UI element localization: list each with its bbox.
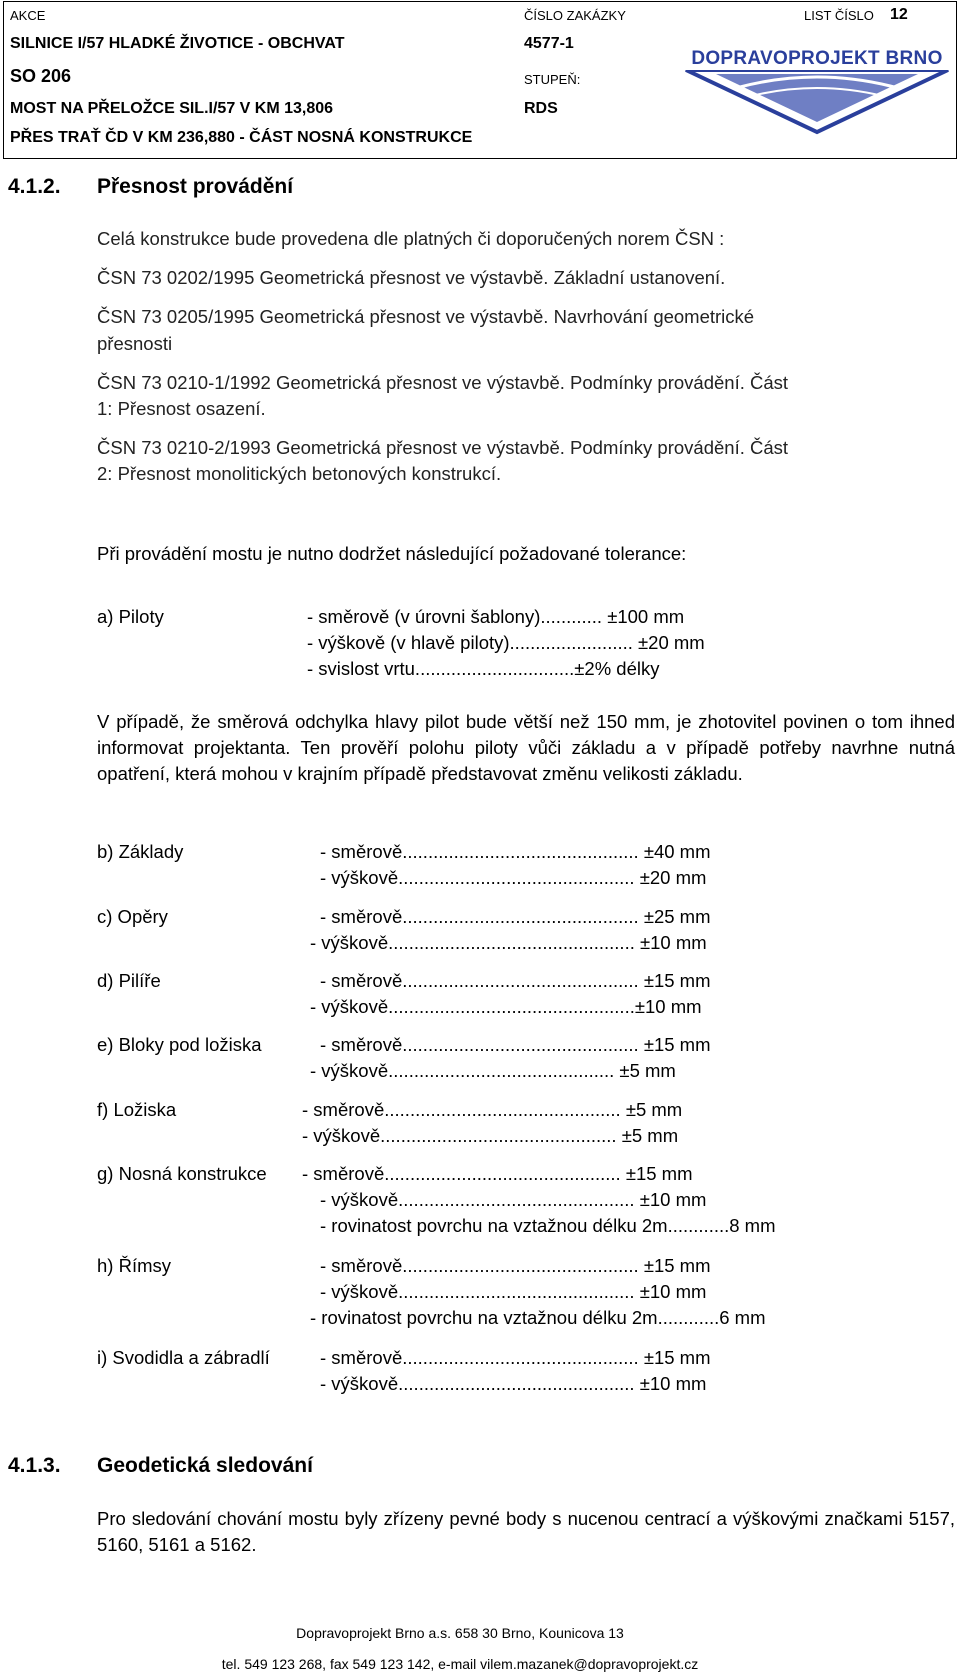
tolerance-category-label: c) Opěry xyxy=(97,906,168,927)
geodetic-paragraph: Pro sledování chování mostu byly zřízeny pevné body s nucenou centrací a výškovými značkami 5157, 5160, 5161 a 5162. xyxy=(97,1508,955,1555)
list-label: LIST ČÍSLO xyxy=(804,8,874,23)
piloty-label: a) Piloty xyxy=(97,606,164,627)
tolerance-category-label: g) Nosná konstrukce xyxy=(97,1163,267,1184)
tolerance-line: - směrově.............................................. ±5 mm xyxy=(302,1099,683,1120)
tolerance-category-label: b) Základy xyxy=(97,841,184,862)
stupen-value: RDS xyxy=(524,100,558,117)
norm-0205-line2: přesnosti xyxy=(97,333,173,354)
tolerance-category-label: i) Svodidla a zábradlí xyxy=(97,1347,270,1368)
norm-0210-1-line1: ČSN 73 0210-1/1992 Geometrická přesnost ve výstavbě. Podmínky provádění. Část xyxy=(97,372,789,393)
logo-bridge-graphic xyxy=(676,70,958,140)
tolerance-line: - výškově.............................................. ±10 mm xyxy=(320,1189,707,1210)
bridge-subtitle: PŘES TRAŤ ČD V KM 236,880 - ČÁST NOSNÁ KONSTRUKCE xyxy=(10,129,473,146)
tolerance-line: - směrově.............................................. ±40 mm xyxy=(320,841,711,862)
tolerance-line: - výškově.............................................. ±10 mm xyxy=(320,1373,707,1394)
tolerance-line: - směrově.............................................. ±15 mm xyxy=(320,1034,711,1055)
piloty-tolerance-3: - svislost vrtu...............................±2% délky xyxy=(307,658,660,679)
tolerance-line: - směrově.............................................. ±15 mm xyxy=(320,970,711,991)
tolerance-line: - směrově.............................................. ±15 mm xyxy=(302,1163,693,1184)
tolerance-intro: Při provádění mostu je nutno dodržet následující požadované tolerance: xyxy=(97,543,687,564)
logo-text: DOPRAVOPROJEKT BRNO xyxy=(691,48,943,69)
footer-address: Dopravoprojekt Brno a.s. 658 30 Brno, Kounicova 13 xyxy=(296,1625,624,1641)
section-number-413: 4.1.3. xyxy=(8,1454,61,1477)
norm-0210-1-line2: 1: Přesnost osazení. xyxy=(97,398,266,419)
tolerance-line: - směrově.............................................. ±15 mm xyxy=(320,1347,711,1368)
bridge-title: MOST NA PŘELOŽCE SIL.I/57 V KM 13,806 xyxy=(10,100,334,117)
project-title: SILNICE I/57 HLADKÉ ŽIVOTICE - OBCHVAT xyxy=(10,35,345,52)
norms-intro: Celá konstrukce bude provedena dle platných či doporučených norem ČSN : xyxy=(97,228,725,249)
tolerance-line: - výškově.............................................. ±10 mm xyxy=(320,1281,707,1302)
norm-0210-2-line1: ČSN 73 0210-2/1993 Geometrická přesnost ve výstavbě. Podmínky provádění. Část xyxy=(97,437,789,458)
list-number: 12 xyxy=(890,6,908,23)
footer-contact: tel. 549 123 268, fax 549 123 142, e-mail vilem.mazanek@dopravoprojekt.cz xyxy=(221,1656,699,1672)
tolerance-line: - rovinatost povrchu na vztažnou délku 2m............6 mm xyxy=(310,1307,766,1328)
tolerance-category-label: f) Ložiska xyxy=(97,1099,177,1120)
piloty-paragraph: V případě, že směrová odchylka hlavy pilot bude větší než 150 mm, je zhotovitel povinen o tom ihned informovat projektanta. Ten prověří polohu piloty vůči základu a v případě potřeby navrhne nutná opatření, která mohou v krajním případě představovat změnu velikosti základu. xyxy=(97,711,955,784)
tolerance-line: - výškově.............................................. ±5 mm xyxy=(302,1125,679,1146)
tolerance-category-label: h) Římsy xyxy=(97,1255,171,1276)
tolerance-line: - výškově................................................±10 mm xyxy=(310,996,702,1017)
zakazka-value: 4577-1 xyxy=(524,35,574,52)
tolerance-line: - směrově.............................................. ±25 mm xyxy=(320,906,711,927)
tolerance-category-label: d) Pilíře xyxy=(97,970,161,991)
akce-label: AKCE xyxy=(10,8,46,23)
section-title-412: Přesnost provádění xyxy=(97,175,294,198)
company-logo xyxy=(676,48,958,138)
norm-0202: ČSN 73 0202/1995 Geometrická přesnost ve výstavbě. Základní ustanovení. xyxy=(97,267,726,288)
stupen-label: STUPEŇ: xyxy=(524,72,581,87)
so-number: SO 206 xyxy=(10,66,72,86)
section-number-412: 4.1.2. xyxy=(8,175,61,198)
piloty-tolerance-2: - výškově (v hlavě piloty)........................ ±20 mm xyxy=(307,632,705,653)
tolerance-line: - výškově................................................ ±10 mm xyxy=(310,932,707,953)
section-title-413: Geodetická sledování xyxy=(97,1454,313,1477)
zakazka-label: ČÍSLO ZAKÁZKY xyxy=(524,8,626,23)
tolerance-line: - výškově.............................................. ±20 mm xyxy=(320,867,707,888)
document-header xyxy=(3,1,957,159)
tolerance-line: - směrově.............................................. ±15 mm xyxy=(320,1255,711,1276)
tolerance-line: - rovinatost povrchu na vztažnou délku 2m............8 mm xyxy=(320,1215,776,1236)
piloty-tolerance-1: - směrově (v úrovni šablony)............ ±100 mm xyxy=(307,606,685,627)
norm-0205-line1: ČSN 73 0205/1995 Geometrická přesnost ve výstavbě. Navrhování geometrické xyxy=(97,306,755,327)
tolerance-line: - výškově............................................ ±5 mm xyxy=(310,1060,676,1081)
tolerance-category-label: e) Bloky pod ložiska xyxy=(97,1034,262,1055)
norm-0210-2-line2: 2: Přesnost monolitických betonových konstrukcí. xyxy=(97,463,502,484)
